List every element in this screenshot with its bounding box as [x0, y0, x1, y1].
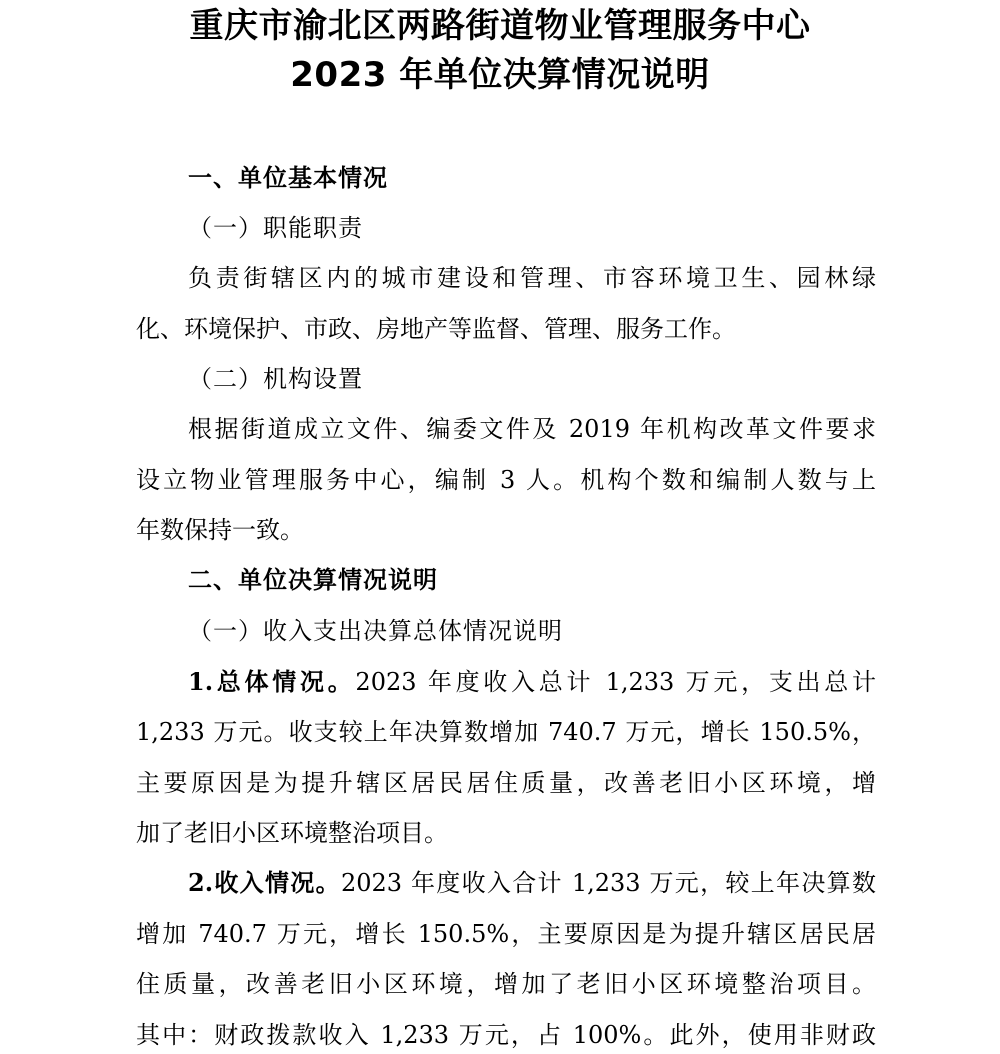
subheading-income-expense-overview: （一）收入支出决算总体情况说明 — [188, 617, 563, 645]
section-heading-basic-info: 一、单位基本情况 — [188, 164, 388, 192]
paragraph-line: 根据街道成立文件、编委文件及 2019 年机构改革文件要求 — [188, 415, 876, 443]
paragraph-line: 年数保持一致。 — [136, 516, 304, 544]
document-title-line1: 重庆市渝北区两路街道物业管理服务中心 — [189, 6, 811, 46]
paragraph-line: 1,233 万元。收支较上年决算数增加 740.7 万元，增长 150.5%， — [136, 718, 876, 746]
paragraph-line: 住质量，改善老旧小区环境，增加了老旧小区环境整治项目。 — [136, 970, 876, 998]
paragraph-line — [188, 667, 876, 697]
paragraph-line: 增加 740.7 万元，增长 150.5%，主要原因是为提升辖区居民居 — [136, 920, 876, 948]
paragraph-lead-overall: 1.总体情况。 — [188, 667, 356, 696]
section-heading-final-accounts: 二、单位决算情况说明 — [188, 566, 438, 594]
paragraph-lead-income: 2.收入情况。 — [188, 868, 341, 897]
paragraph-line — [188, 868, 876, 898]
paragraph-text: 2023 年度收入合计 1,233 万元，较上年决算数 — [340, 869, 876, 897]
paragraph-line: 化、环境保护、市政、房地产等监督、管理、服务工作。 — [136, 315, 736, 343]
subheading-functions: （一）职能职责 — [188, 214, 363, 242]
paragraph-line: 其中：财政拨款收入 1,233 万元，占 100%。此外，使用非财政 — [136, 1021, 876, 1049]
paragraph-text: 2023 年度收入总计 1,233 万元，支出总计 — [355, 668, 876, 696]
paragraph-line: 加了老旧小区环境整治项目。 — [136, 819, 448, 847]
paragraph-line: 设立物业管理服务中心，编制 3 人。机构个数和编制人数与上 — [136, 466, 876, 494]
paragraph-line: 负责街辖区内的城市建设和管理、市容环境卫生、园林绿 — [188, 264, 876, 292]
subheading-organization: （二）机构设置 — [188, 365, 363, 393]
document-title-line2: 2023 年单位决算情况说明 — [290, 55, 710, 95]
paragraph-line: 主要原因是为提升辖区居民居住质量，改善老旧小区环境，增 — [136, 769, 876, 797]
